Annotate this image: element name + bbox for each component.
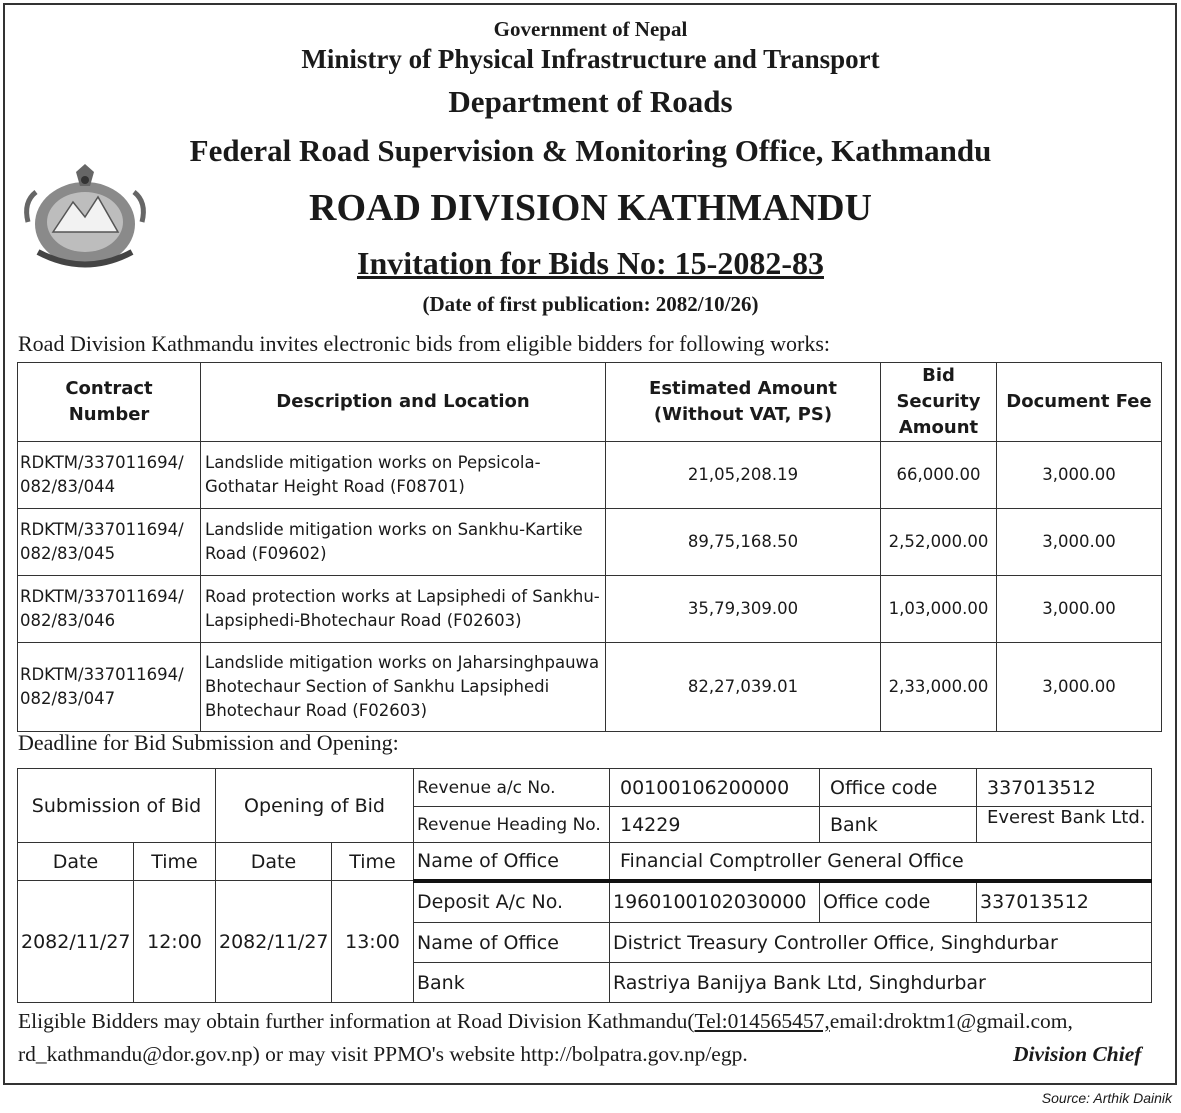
footer-line-1	[18, 1009, 1073, 1034]
publication-date: (Date of first publication: 2082/10/26)	[422, 292, 759, 316]
bank-label: Bank	[820, 807, 977, 843]
department-heading: Department of Roads	[448, 84, 733, 119]
office-name-2-value: District Treasury Controller Office, Singhdurbar	[610, 923, 1152, 963]
opening-date-value: 2082/11/27	[216, 881, 332, 1003]
deadline-table	[17, 768, 1152, 1003]
work-description: Landslide mitigation works on Sankhu-Kartike Road (F09602)	[201, 509, 606, 576]
office-heading: Federal Road Supervision & Monitoring Office, Kathmandu	[189, 133, 992, 168]
ministry-heading: Ministry of Physical Infrastructure and Transport	[301, 44, 880, 74]
document-fee: 3,000.00	[997, 442, 1162, 509]
opening-time-label: Time	[332, 843, 414, 881]
deposit-ac-label: Deposit A/c No.	[414, 881, 610, 923]
contract-number-line2: 082/83/047	[20, 689, 116, 708]
submission-of-bid-label: Submission of Bid	[18, 769, 216, 843]
revenue-heading-label: Revenue Heading No.	[414, 807, 610, 843]
opening-date-label: Date	[216, 843, 332, 881]
phone-link[interactable]: Tel:014565457,	[694, 1009, 830, 1033]
division-heading: ROAD DIVISION KATHMANDU	[309, 187, 872, 229]
bank-value: Everest Bank Ltd.	[977, 807, 1152, 843]
revenue-ac-label: Revenue a/c No.	[414, 769, 610, 807]
deadline-row-4	[18, 881, 1152, 923]
deposit-ac-value: 1960100102030000	[610, 881, 820, 923]
estimated-amount: 89,75,168.50	[606, 509, 881, 576]
footer-text: Eligible Bidders may obtain further information at Road Division Kathmandu(	[18, 1009, 695, 1033]
document-fee: 3,000.00	[997, 509, 1162, 576]
table-row	[18, 576, 1162, 643]
contract-number	[18, 442, 201, 509]
contract-number-line1: RDKTM/337011694/	[20, 587, 184, 606]
deadline-row-1	[18, 769, 1152, 807]
contract-number-line2: 082/83/044	[20, 477, 116, 496]
name-of-office-label: Name of Office	[414, 843, 610, 881]
contract-number-line2: 082/83/046	[20, 611, 116, 630]
works-header-row	[18, 363, 1162, 442]
header-estimated-amount: Estimated Amount (Without VAT, PS)	[606, 363, 881, 442]
submission-date-value: 2082/11/27	[18, 881, 134, 1003]
contract-number-line2: 082/83/045	[20, 544, 116, 563]
header-description: Description and Location	[201, 363, 606, 442]
office-code-2-value: 337013512	[977, 881, 1152, 923]
office-code-value: 337013512	[977, 769, 1152, 807]
work-description: Landslide mitigation works on Pepsicola-Gothatar Height Road (F08701)	[201, 442, 606, 509]
source-credit: Source: Arthik Dainik	[1041, 1090, 1172, 1106]
signatory: Division Chief	[1013, 1042, 1142, 1066]
estimated-amount: 21,05,208.19	[606, 442, 881, 509]
bid-security: 66,000.00	[881, 442, 997, 509]
contract-number-line1: RDKTM/337011694/	[20, 665, 184, 684]
work-description: Landslide mitigation works on Jaharsinghpauwa Bhotechaur Section of Sankhu Lapsiphedi Bhotechaur Road (F02603)	[201, 643, 606, 732]
estimated-amount: 35,79,309.00	[606, 576, 881, 643]
bid-security: 1,03,000.00	[881, 576, 997, 643]
footer-line-2: rd_kathmandu@dor.gov.np) or may visit PPMO's website http://bolpatra.gov.np/egp.	[18, 1042, 748, 1066]
footer-email: email:droktm1@gmail.com,	[829, 1009, 1073, 1033]
submission-time-value: 12:00	[134, 881, 216, 1003]
office-name-value: Financial Comptroller General Office	[610, 843, 1152, 881]
deadline-label: Deadline for Bid Submission and Opening:	[18, 730, 399, 755]
bid-security: 2,33,000.00	[881, 643, 997, 732]
works-table	[17, 362, 1162, 732]
contract-number-line1: RDKTM/337011694/	[20, 520, 184, 539]
submission-date-label: Date	[18, 843, 134, 881]
estimated-amount: 82,27,039.01	[606, 643, 881, 732]
bid-security: 2,52,000.00	[881, 509, 997, 576]
table-row	[18, 442, 1162, 509]
document-fee: 3,000.00	[997, 643, 1162, 732]
name-of-office-2-label: Name of Office	[414, 923, 610, 963]
revenue-ac-value: 00100106200000	[610, 769, 820, 807]
contract-number-line1: RDKTM/337011694/	[20, 453, 184, 472]
table-row	[18, 643, 1162, 732]
deadline-row-3	[18, 843, 1152, 881]
contract-number	[18, 509, 201, 576]
header-document-fee: Document Fee	[997, 363, 1162, 442]
contract-number	[18, 643, 201, 732]
government-heading: Government of Nepal	[493, 17, 688, 41]
submission-time-label: Time	[134, 843, 216, 881]
opening-of-bid-label: Opening of Bid	[216, 769, 414, 843]
page-title: Invitation for Bids No: 15-2082-83	[357, 245, 824, 281]
contract-number	[18, 576, 201, 643]
office-code-2-label: Office code	[820, 881, 977, 923]
header-bid-security: Bid Security Amount	[881, 363, 997, 442]
work-description: Road protection works at Lapsiphedi of Sankhu-Lapsiphedi-Bhotechaur Road (F02603)	[201, 576, 606, 643]
document-fee: 3,000.00	[997, 576, 1162, 643]
office-code-label: Office code	[820, 769, 977, 807]
header-contract-number: Contract Number	[18, 363, 201, 442]
opening-time-value: 13:00	[332, 881, 414, 1003]
bank-2-label: Bank	[414, 963, 610, 1003]
table-row	[18, 509, 1162, 576]
bank-2-value: Rastriya Banijya Bank Ltd, Singhdurbar	[610, 963, 1152, 1003]
intro-text: Road Division Kathmandu invites electronic bids from eligible bidders for following works:	[18, 331, 831, 356]
revenue-heading-value: 14229	[610, 807, 820, 843]
